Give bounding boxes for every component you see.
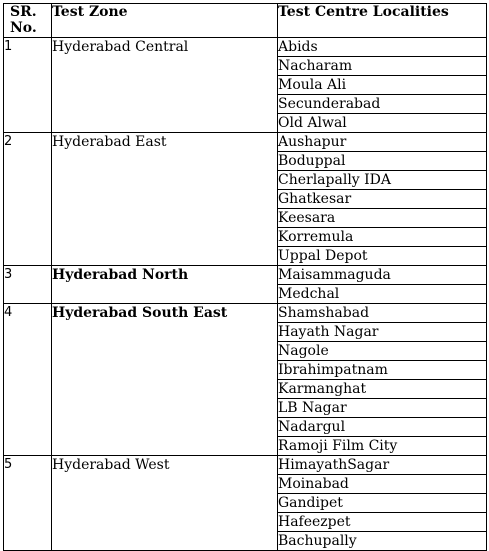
- locality-cell: Nagole: [278, 342, 487, 361]
- table-row: [4, 304, 487, 323]
- test-zone-cell: Hyderabad Central: [52, 38, 278, 133]
- locality-cell: Uppal Depot: [278, 247, 487, 266]
- locality-cell: Boduppal: [278, 152, 487, 171]
- locality-cell: Abids: [278, 38, 487, 57]
- locality-cell: Aushapur: [278, 133, 487, 152]
- sr-number-cell: 1: [4, 38, 52, 133]
- locality-cell: Old Alwal: [278, 114, 487, 133]
- locality-cell: Medchal: [278, 285, 487, 304]
- locality-cell: HimayathSagar: [278, 456, 487, 475]
- header-row: [4, 4, 487, 38]
- sr-header-line1: SR.: [10, 4, 37, 20]
- locality-cell: Hayath Nagar: [278, 323, 487, 342]
- test-zone-cell: Hyderabad West: [52, 456, 278, 551]
- locality-cell: Korremula: [278, 228, 487, 247]
- test-zone-header: Test Zone: [52, 4, 278, 38]
- sr-number-cell: 4: [4, 304, 52, 456]
- locality-cell: Gandipet: [278, 494, 487, 513]
- table-body: [4, 38, 487, 551]
- table-row: [4, 133, 487, 152]
- sr-no-header: [4, 4, 52, 38]
- locality-cell: Nadargul: [278, 418, 487, 437]
- locality-cell: Ibrahimpatnam: [278, 361, 487, 380]
- sr-number-cell: 5: [4, 456, 52, 551]
- locality-cell: Hafeezpet: [278, 513, 487, 532]
- sr-header-line2: No.: [10, 20, 37, 36]
- locality-cell: Ghatkesar: [278, 190, 487, 209]
- table-row: [4, 266, 487, 285]
- locality-cell: Cherlapally IDA: [278, 171, 487, 190]
- table-row: [4, 456, 487, 475]
- locality-cell: Nacharam: [278, 57, 487, 76]
- locality-cell: Secunderabad: [278, 95, 487, 114]
- locality-cell: Bachupally: [278, 532, 487, 551]
- sr-number-cell: 2: [4, 133, 52, 266]
- locality-cell: Ramoji Film City: [278, 437, 487, 456]
- locality-cell: Shamshabad: [278, 304, 487, 323]
- test-zone-cell: Hyderabad East: [52, 133, 278, 266]
- sr-number-cell: 3: [4, 266, 52, 304]
- locality-cell: Keesara: [278, 209, 487, 228]
- locality-cell: Karmanghat: [278, 380, 487, 399]
- test-centre-localities-header: Test Centre Localities: [278, 4, 487, 38]
- table-header: [4, 4, 487, 38]
- test-zone-cell: Hyderabad North: [52, 266, 278, 304]
- test-zones-table: [3, 3, 487, 551]
- locality-cell: Moula Ali: [278, 76, 487, 95]
- locality-cell: Maisammaguda: [278, 266, 487, 285]
- table-row: [4, 38, 487, 57]
- test-zone-cell: Hyderabad South East: [52, 304, 278, 456]
- locality-cell: Moinabad: [278, 475, 487, 494]
- locality-cell: LB Nagar: [278, 399, 487, 418]
